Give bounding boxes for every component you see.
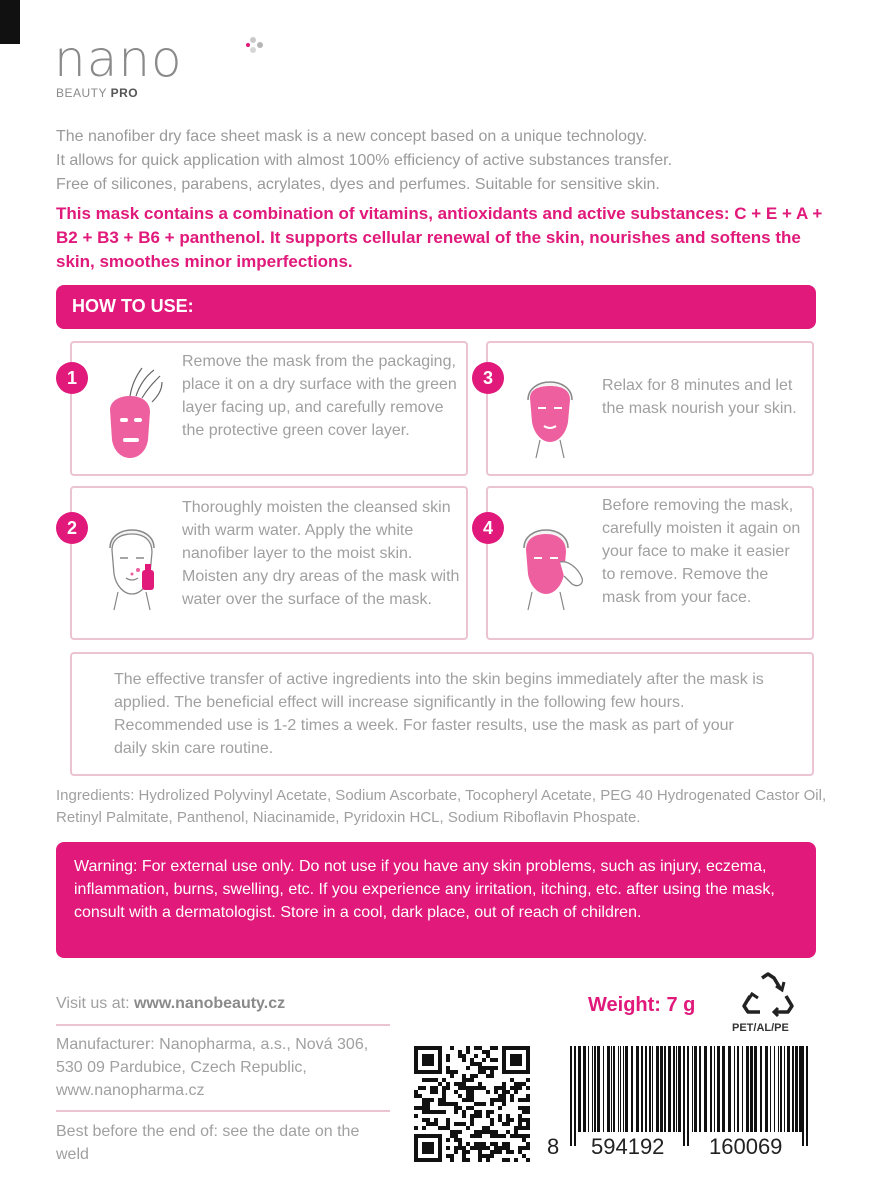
logo-dots-icon bbox=[244, 34, 268, 58]
intro-line: The nanofiber dry face sheet mask is a new concept based on a unique technology. bbox=[56, 128, 648, 145]
step-1-text: Remove the mask from the packaging, place it on a dry surface with the green layer facing up, and carefully remove the protective green cover layer. bbox=[182, 353, 457, 439]
weight-label: Weight: 7 g bbox=[588, 994, 696, 1016]
mask-hand-illustration bbox=[96, 362, 166, 462]
brand-logo bbox=[54, 30, 183, 100]
visit-line bbox=[56, 995, 285, 1013]
manufacturer-text: Manufacturer: Nanopharma, a.s., Nová 306, 530 09 Pardubice, Czech Republic, www.nanopharma.cz bbox=[56, 1036, 369, 1099]
how-to-use-heading: HOW TO USE: bbox=[56, 285, 816, 329]
step-3-text: Relax for 8 minutes and let the mask nourish your skin. bbox=[602, 377, 797, 417]
intro-line: It allows for quick application with almost 100% efficiency of active substances transfer. bbox=[56, 152, 673, 169]
highlight-text: This mask contains a combination of vitamins, antioxidants and active substances: C + E + A + B2 + B3 + B6 + panthenol. It supports cellular renewal of the skin, nourishes and softens the skin, smoothes minor imperfections. bbox=[56, 204, 823, 271]
visit-label: Visit us at: bbox=[56, 995, 130, 1012]
intro-line: Free of silicones, parabens, acrylates, dyes and perfumes. Suitable for sensitive skin. bbox=[56, 176, 660, 193]
face-mask-illustration bbox=[514, 360, 586, 460]
face-water-illustration bbox=[98, 512, 170, 612]
barcode-right-digits: 160069 bbox=[706, 1134, 785, 1160]
brand-sub-bold: PRO bbox=[110, 86, 139, 100]
brand-name: nano bbox=[54, 30, 183, 88]
step-4-number: 4 bbox=[472, 512, 504, 544]
brand-subtitle bbox=[56, 86, 183, 100]
divider bbox=[56, 1110, 390, 1112]
ingredients-text: Ingredients: Hydrolized Polyvinyl Acetate, Sodium Ascorbate, Tocopheryl Acetate, PEG 40 Hydrogenated Castor Oil, Retinyl Palmitate, Panthenol, Niacinamide, Pyridoxin HCL, Sodium Riboflavin Phospate. bbox=[56, 787, 827, 826]
step-2-number: 2 bbox=[56, 512, 88, 544]
best-before-text: Best before the end of: see the date on the weld bbox=[56, 1123, 360, 1163]
divider bbox=[56, 1024, 390, 1026]
brand-sub-regular: BEAUTY bbox=[56, 86, 107, 100]
barcode-first-digit: 8 bbox=[544, 1134, 562, 1160]
visit-url[interactable]: www.nanobeauty.cz bbox=[133, 995, 286, 1012]
barcode bbox=[566, 1046, 812, 1146]
step-1-number: 1 bbox=[56, 362, 88, 394]
warning-box: Warning: For external use only. Do not use if you have any skin problems, such as injury, eczema, inflammation, burns, swelling, etc. If you experience any irritation, itching, etc. after using the mask, consult with a dermatologist. Store in a cool, dark place, out of reach of children. bbox=[56, 842, 816, 958]
effect-note: The effective transfer of active ingredients into the skin begins immediately after the mask is applied. The beneficial effect will increase significantly in the following few hours. Recommended use is 1-2 times a week. For faster results, use the mask as part of your daily skin care routine. bbox=[70, 652, 814, 776]
step-2-text: Thoroughly moisten the cleansed skin with warm water. Apply the white nanofiber layer to the moist skin. Moisten any dry areas of the mask with water over the surface of the mask. bbox=[182, 499, 460, 608]
intro-text bbox=[56, 125, 816, 197]
recycle-icon bbox=[740, 972, 796, 1020]
barcode-left-digits: 594192 bbox=[588, 1134, 667, 1160]
mask-removal-illustration bbox=[512, 512, 590, 612]
recycling-code: PET/AL/PE bbox=[732, 1022, 789, 1034]
corner-mark bbox=[0, 0, 20, 44]
step-4-text: Before removing the mask, carefully moisten it again on your face to make it easier to remove. Remove the mask from your face. bbox=[602, 497, 801, 606]
step-3-number: 3 bbox=[472, 362, 504, 394]
qr-code bbox=[414, 1046, 530, 1162]
